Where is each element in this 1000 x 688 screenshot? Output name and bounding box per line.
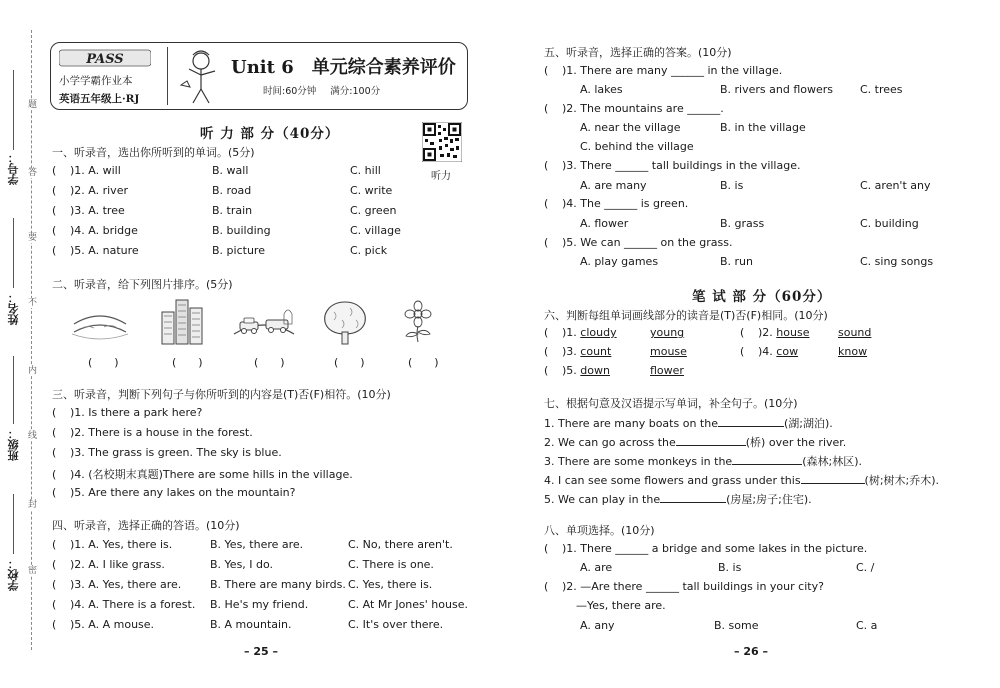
question-row: ()3. A. tree — [52, 204, 125, 217]
seal-line — [31, 30, 32, 650]
option-a: A. play games — [580, 255, 659, 268]
svg-text:PASS: PASS — [86, 52, 124, 67]
question-row: ()4. A. There is a forest. — [52, 598, 195, 611]
word: sound — [838, 326, 872, 339]
qr-code-icon[interactable] — [422, 122, 462, 162]
section-5-heading: 五、听录音，选择正确的答案。(10分) — [544, 46, 732, 59]
option-c: C. write — [350, 184, 393, 197]
field-line — [13, 494, 14, 554]
question-row: ()4. The ______ is green. — [544, 197, 688, 210]
question-row: ()4. A. bridge — [52, 224, 138, 237]
answer-blank[interactable] — [676, 435, 746, 446]
question-row: ()1. There ______ a bridge and some lakes in the picture. — [544, 542, 867, 555]
question-row: ( )2. house — [740, 326, 809, 339]
question-row: ()5. A. nature — [52, 244, 139, 257]
word: down — [580, 364, 610, 377]
field-line — [13, 70, 14, 150]
fill-row: 2. We can go across the (桥) over the river. — [544, 436, 847, 449]
option-c: C. building — [860, 217, 919, 230]
time-limit: 时间:60分钟 — [263, 86, 317, 97]
question-row: ()5. down — [544, 364, 610, 377]
question-row: ()2. There is a house in the forest. — [52, 426, 253, 439]
binding-tick: 要 — [28, 233, 38, 243]
option-c: C. village — [350, 224, 401, 237]
question-row: ()5. Are there any lakes on the mountain? — [52, 486, 296, 499]
option-c: C. pick — [350, 244, 388, 257]
question-row: ()3. A. Yes, there are. — [52, 578, 181, 591]
unit-title: Unit 6 单元综合素养评价 — [231, 57, 456, 78]
section-4-heading: 四、听录音，选择正确的答语。(10分) — [52, 519, 240, 532]
question-row: ()1. A. will — [52, 164, 121, 177]
picture-answer-paren[interactable]: ( ) — [172, 356, 203, 369]
option-c: C. There is one. — [348, 558, 434, 571]
binding-tick: 题 — [28, 100, 38, 110]
section-8-heading: 八、单项选择。(10分) — [544, 524, 655, 537]
option-b: B. road — [212, 184, 252, 197]
field-line — [13, 356, 14, 424]
option-c: C. No, there aren't. — [348, 538, 453, 551]
option-b: B. Yes, there are. — [210, 538, 304, 551]
mascot-illustration — [171, 45, 231, 107]
option-b: B. run — [720, 255, 754, 268]
question-row: ()5. A. A mouse. — [52, 618, 154, 631]
exam-meta — [263, 83, 380, 97]
question-row: ()2. The mountains are ______. — [544, 102, 724, 115]
picture-answer-paren[interactable]: ( ) — [254, 356, 285, 369]
answer-blank[interactable] — [801, 473, 865, 484]
question-row: ()3. The grass is green. The sky is blue. — [52, 446, 282, 459]
header-divider — [167, 47, 168, 105]
option-b: B. A mountain. — [210, 618, 292, 631]
word: flower — [650, 364, 684, 377]
binding-tick: 密 — [28, 566, 38, 576]
option-c: C. hill — [350, 164, 381, 177]
binding-tick: 内 — [28, 366, 38, 376]
question-row: ()1. A. Yes, there is. — [52, 538, 172, 551]
section-7-heading: 七、根据句意及汉语提示写单词，补全句子。(10分) — [544, 397, 798, 410]
name-label: 姓名： — [7, 292, 20, 325]
listening-section-title: 听 力 部 分（40分） — [200, 126, 340, 142]
question-row: ( )4. cow — [740, 345, 798, 358]
option-b: B. some — [714, 619, 759, 632]
class-label: 班级： — [7, 428, 20, 461]
option-b: B. building — [212, 224, 271, 237]
option-c: C. green — [350, 204, 397, 217]
option-a: A. flower — [580, 217, 629, 230]
option-a: A. near the village — [580, 121, 681, 134]
option-a: A. lakes — [580, 83, 623, 96]
option-c: C. trees — [860, 83, 903, 96]
section-3-heading: 三、听录音，判断下列句子与你所听到的内容是(T)否(F)相符。(10分) — [52, 388, 391, 401]
qr-label: 听力 — [431, 171, 451, 182]
question-row: ()1. Is there a park here? — [52, 406, 202, 419]
answer-blank[interactable] — [732, 454, 802, 465]
word: know — [838, 345, 868, 358]
option-b: B. rivers and flowers — [720, 83, 834, 96]
fill-row: 1. There are many boats on the (湖;湖泊). — [544, 417, 833, 430]
writing-section-title: 笔 试 部 分（60分） — [692, 289, 832, 305]
option-b: B. is — [718, 561, 742, 574]
question-row: ()1. cloudy — [544, 326, 617, 339]
flower-picture — [396, 300, 440, 344]
question-row: ()3. There ______ tall buildings in the village. — [544, 159, 800, 172]
option-c: C. At Mr Jones' house. — [348, 598, 468, 611]
option-a: A. are many — [580, 179, 647, 192]
pass-logo — [59, 47, 151, 69]
section-6-heading: 六、判断每组单词画线部分的读音是(T)否(F)相同。(10分) — [544, 309, 828, 322]
word: house — [776, 326, 810, 339]
page-26 — [500, 0, 1000, 688]
binding-margin — [0, 0, 48, 688]
option-b: B. Yes, I do. — [210, 558, 274, 571]
option-b: B. in the village — [720, 121, 806, 134]
option-c: C. a — [856, 619, 878, 632]
option-c: C. / — [856, 561, 875, 574]
binding-tick: 答 — [28, 168, 38, 178]
option-c: C. It's over there. — [348, 618, 444, 631]
option-b: B. grass — [720, 217, 765, 230]
page-number: – 25 – — [244, 645, 278, 658]
option-c: C. Yes, there is. — [348, 578, 433, 591]
option-b: B. There are many birds. — [210, 578, 346, 591]
dialogue-reply: —Yes, there are. — [576, 599, 666, 612]
option-b: B. He's my friend. — [210, 598, 309, 611]
fill-row: 3. There are some monkeys in the (森林;林区). — [544, 455, 862, 468]
section-2-heading: 二、听录音，给下列图片排序。(5分) — [52, 278, 233, 291]
word: mouse — [650, 345, 687, 358]
answer-blank[interactable] — [718, 416, 784, 427]
fill-row: 5. We can play in the (房屋;房子;住宅). — [544, 493, 812, 506]
word: cloudy — [580, 326, 617, 339]
page-number: – 26 – — [734, 645, 768, 658]
fill-row: 4. I can see some flowers and grass under this (树;树木;乔木). — [544, 474, 940, 487]
series-grade: 英语五年级上·RJ — [59, 93, 140, 105]
unit-header — [50, 42, 468, 110]
river-picture — [70, 300, 130, 344]
question-row: ()2. A. I like grass. — [52, 558, 165, 571]
word: young — [650, 326, 685, 339]
option-b: B. is — [720, 179, 744, 192]
question-row: ()2. A. river — [52, 184, 128, 197]
tree-picture — [320, 298, 370, 346]
option-c: C. aren't any — [860, 179, 931, 192]
question-row: ()2. —Are there ______ tall buildings in your city? — [544, 580, 824, 593]
option-b: B. train — [212, 204, 253, 217]
option-c: C. behind the village — [580, 140, 694, 153]
option-b: B. wall — [212, 164, 249, 177]
binding-tick: 线 — [28, 431, 38, 441]
option-c: C. sing songs — [860, 255, 934, 268]
full-score: 满分:100分 — [330, 86, 381, 97]
picture-answer-paren[interactable]: ( ) — [334, 356, 365, 369]
tall-buildings-picture — [156, 296, 206, 346]
word: cow — [776, 345, 799, 358]
picture-answer-paren[interactable]: ( ) — [408, 356, 439, 369]
section-1-heading: 一、听录音，选出你所听到的单词。(5分) — [52, 146, 255, 159]
field-line — [13, 218, 14, 288]
word: count — [580, 345, 612, 358]
binding-tick: 封 — [28, 500, 38, 510]
bridge-cars-picture — [232, 300, 296, 346]
binding-tick: 不 — [28, 298, 38, 308]
school-label: 学校： — [7, 558, 20, 591]
picture-answer-paren[interactable]: ( ) — [88, 356, 119, 369]
option-a: A. are — [580, 561, 613, 574]
student-id-label: 学号： — [7, 152, 20, 185]
series-name: 小学学霸作业本 — [59, 75, 133, 87]
answer-blank[interactable] — [660, 492, 726, 503]
option-a: A. any — [580, 619, 615, 632]
option-b: B. picture — [212, 244, 265, 257]
question-row: ()4. (名校期末真题)There are some hills in the village. — [52, 466, 353, 482]
question-row: ()5. We can ______ on the grass. — [544, 236, 732, 249]
question-row: ()3. count — [544, 345, 611, 358]
question-row: ()1. There are many ______ in the village. — [544, 64, 782, 77]
